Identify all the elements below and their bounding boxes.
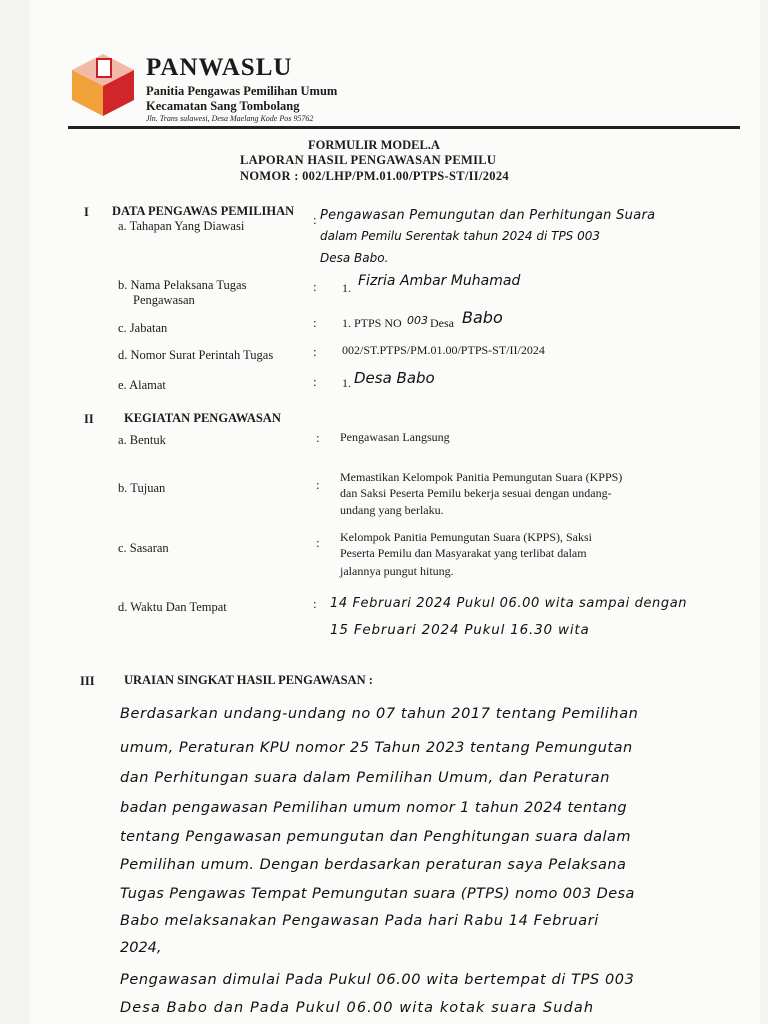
section-2-a-value: Pengawasan Langsung <box>340 430 450 444</box>
narrative-line-4: badan pengawasan Pemilihan umum nomor 1 tahun 2024 tentang <box>120 800 628 816</box>
field-d-value: 002/ST.PTPS/PM.01.00/PTPS-ST/II/2024 <box>342 343 545 357</box>
field-c-colon: : <box>313 315 317 330</box>
field-b-label: b. Nama Pelaksana Tugas <box>118 278 247 292</box>
org-area: Kecamatan Sang Tombolang <box>146 99 300 113</box>
narrative-line-5: tentang Pengawasan pemungutan dan Penghitungan suara dalam <box>120 829 632 845</box>
narrative-line-7: Tugas Pengawas Tempat Pemungutan suara (PTPS) nomo 003 Desa <box>120 886 635 902</box>
field-e-colon: : <box>313 374 317 389</box>
section-2-d-colon: : <box>313 596 317 611</box>
narrative-line-10: Pengawasan dimulai Pada Pukul 06.00 wita bertempat di TPS 003 <box>120 972 635 988</box>
section-2-number: II <box>84 412 94 426</box>
field-a-label: a. Tahapan Yang Diawasi <box>118 219 245 233</box>
field-a-value-line-1: Pengawasan Pemungutan dan Perhitungan Suara <box>320 208 656 223</box>
narrative-line-1: Berdasarkan undang-undang no 07 tahun 2017 tentang Pemilihan <box>120 706 639 722</box>
section-2-title: KEGIATAN PENGAWASAN <box>124 411 281 425</box>
field-e-label: e. Alamat <box>118 378 166 392</box>
section-3-number: III <box>80 674 95 688</box>
form-subtitle: LAPORAN HASIL PENGAWASAN PEMILU <box>240 153 497 167</box>
narrative-line-11: Desa Babo dan Pada Pukul 06.00 wita kotak suara Sudah <box>120 1000 595 1016</box>
section-2-d-value-line-2: 15 Februari 2024 Pukul 16.30 wita <box>330 622 590 638</box>
field-b-number: 1. <box>342 281 351 295</box>
section-2-d-label: d. Waktu Dan Tempat <box>118 600 227 614</box>
section-2-b-colon: : <box>316 477 320 492</box>
section-2-b-value-line-3: undang yang berlaku. <box>340 503 444 517</box>
narrative-line-3: dan Perhitungan suara dalam Pemilihan Umum, dan Peraturan <box>120 770 611 786</box>
field-a-value-line-3: Desa Babo. <box>320 251 389 265</box>
field-b-label-cont: Pengawasan <box>133 293 195 307</box>
header-divider <box>68 126 740 129</box>
section-2-b-value-line-1: Memastikan Kelompok Panitia Pemungutan Suara (KPPS) <box>340 470 623 484</box>
section-1-number: I <box>84 205 89 219</box>
form-title: FORMULIR MODEL.A <box>308 138 440 152</box>
narrative-line-9: 2024, <box>120 940 162 956</box>
field-e-value: Desa Babo <box>354 369 435 387</box>
field-a-value-line-2: dalam Pemilu Serentak tahun 2024 di TPS 003 <box>320 229 601 243</box>
org-address: Jln. Trans sulawesi, Desa Maelang Kode Pos 95762 <box>146 114 314 123</box>
field-c-label: c. Jabatan <box>118 321 168 335</box>
narrative-line-8: Babo melaksanakan Pengawasan Pada hari Rabu 14 Februari <box>120 913 599 929</box>
field-c-value-hand-2: Babo <box>462 308 503 327</box>
section-2-a-colon: : <box>316 430 320 445</box>
field-b-colon: : <box>313 279 317 294</box>
section-2-b-label: b. Tujuan <box>118 481 166 495</box>
field-c-value-print: 1. PTPS NO <box>342 316 402 330</box>
section-2-c-label: c. Sasaran <box>118 541 169 555</box>
section-2-d-value-line-1: 14 Februari 2024 Pukul 06.00 wita sampai dengan <box>330 596 688 611</box>
field-c-value-print-2: Desa <box>430 316 454 330</box>
form-number: NOMOR : 002/LHP/PM.01.00/PTPS-ST/II/2024 <box>240 169 509 183</box>
narrative-line-6: Pemilihan umum. Dengan berdasarkan peraturan saya Pelaksana <box>120 857 627 873</box>
section-2-c-value-line-2: Peserta Pemilu dan Masyarakat yang terlibat dalam <box>340 546 587 560</box>
field-b-value: Fizria Ambar Muhamad <box>358 273 521 289</box>
section-2-b-value-line-2: dan Saksi Peserta Pemilu bekerja sesuai dengan undang- <box>340 486 612 500</box>
field-c-value-hand: 003 <box>407 314 428 327</box>
field-e-number: 1. <box>342 376 351 390</box>
section-1-title: DATA PENGAWAS PEMILIHAN <box>112 204 295 218</box>
section-3-title: URAIAN SINGKAT HASIL PENGAWASAN : <box>124 673 373 687</box>
org-name: PANWASLU <box>146 54 293 81</box>
section-2-a-label: a. Bentuk <box>118 433 166 447</box>
section-2-c-colon: : <box>316 535 320 550</box>
section-2-c-value-line-3: jalannya pungut hitung. <box>340 564 454 578</box>
field-d-label: d. Nomor Surat Perintah Tugas <box>118 348 274 362</box>
org-full-name: Panitia Pengawas Pemilihan Umum <box>146 84 338 98</box>
field-a-colon: : <box>313 212 317 227</box>
section-2-c-value-line-1: Kelompok Panitia Pemungutan Suara (KPPS), Saksi <box>340 530 592 544</box>
panwaslu-logo <box>68 50 138 120</box>
field-d-colon: : <box>313 344 317 359</box>
narrative-line-2: umum, Peraturan KPU nomor 25 Tahun 2023 tentang Pemungutan <box>120 740 633 756</box>
